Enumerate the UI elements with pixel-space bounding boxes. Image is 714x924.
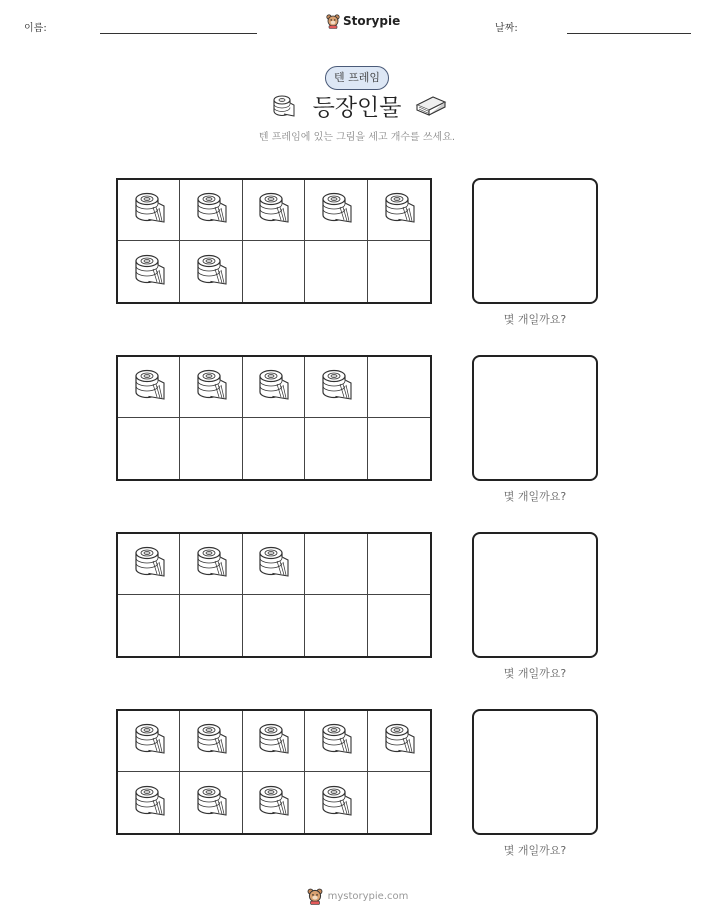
toilet-paper-roll-icon: [131, 191, 167, 229]
toilet-paper-roll-icon: [255, 545, 291, 583]
ten-frame-cell: [305, 418, 367, 479]
date-label: 날짜:: [495, 23, 518, 34]
toilet-paper-roll-icon: [131, 722, 167, 760]
toilet-paper-roll-icon: [318, 191, 354, 229]
name-line[interactable]: [100, 33, 257, 34]
ten-frame-cell: [180, 534, 242, 595]
answer-box-2[interactable]: [472, 355, 598, 481]
ten-frame-cell: [243, 534, 305, 595]
toilet-paper-roll-icon: [193, 368, 229, 406]
ten-frame-4: [116, 709, 432, 835]
toilet-paper-roll-icon: [255, 191, 291, 229]
answer-box-1[interactable]: [472, 178, 598, 304]
question-3: 몇 개일까요?: [503, 667, 567, 680]
ten-frame-cell: [368, 711, 430, 772]
toilet-paper-roll-icon: [381, 191, 417, 229]
toilet-paper-roll-icon: [193, 722, 229, 760]
ten-frame-cell: [243, 595, 305, 656]
ten-frame-cell: [243, 772, 305, 833]
ten-frame-cell: [305, 772, 367, 833]
ten-frame-cell: [368, 180, 430, 241]
ten-frame-cell: [305, 241, 367, 302]
ten-frame-cell: [118, 772, 180, 833]
ten-frame-cell: [118, 534, 180, 595]
toilet-paper-roll-icon: [318, 784, 354, 822]
answer-box-4[interactable]: [472, 709, 598, 835]
toilet-paper-roll-icon: [193, 253, 229, 291]
ten-frame-cell: [243, 711, 305, 772]
ten-frame-cell: [118, 711, 180, 772]
instruction-text: 텐 프레임에 있는 그림을 세고 개수를 쓰세요.: [258, 132, 456, 143]
toilet-paper-roll-icon: [255, 368, 291, 406]
ten-frame-cell: [243, 180, 305, 241]
ten-frame-1: [116, 178, 432, 304]
toilet-paper-roll-icon: [193, 545, 229, 583]
toilet-paper-roll-icon: [255, 722, 291, 760]
toilet-paper-roll-icon: [131, 784, 167, 822]
ten-frame-cell: [305, 357, 367, 418]
toilet-paper-roll-icon: [131, 545, 167, 583]
ten-frame-cell: [180, 418, 242, 479]
page-title: 등장인물: [312, 95, 402, 121]
ten-frame-cell: [243, 241, 305, 302]
ten-frame-cell: [180, 357, 242, 418]
ten-frame-cell: [305, 595, 367, 656]
toilet-paper-roll-icon: [255, 784, 291, 822]
footer: [0, 887, 714, 905]
toilet-paper-roll-icon: [131, 253, 167, 291]
ten-frame-cell: [305, 711, 367, 772]
ten-frame-cell: [243, 418, 305, 479]
ten-frame-cell: [368, 418, 430, 479]
ten-frame-cell: [118, 241, 180, 302]
toilet-paper-roll-icon: [193, 784, 229, 822]
footer-site[interactable]: mystorypie.com: [327, 890, 409, 902]
ten-frame-cell: [368, 772, 430, 833]
ten-frame-cell: [305, 534, 367, 595]
ten-frame-cell: [305, 180, 367, 241]
question-2: 몇 개일까요?: [503, 490, 567, 503]
ten-frame-3: [116, 532, 432, 658]
ten-frame-cell: [118, 180, 180, 241]
worksheet-tag: 텐 프레임: [325, 66, 389, 90]
ten-frame-cell: [180, 241, 242, 302]
ten-frame-cell: [368, 595, 430, 656]
ten-frame-cell: [118, 418, 180, 479]
bear-mascot-icon: [326, 13, 340, 29]
question-1: 몇 개일까요?: [503, 313, 567, 326]
ten-frame-cell: [368, 357, 430, 418]
brand-name: Storypie: [343, 14, 401, 28]
name-label: 이름:: [24, 23, 47, 34]
ten-frame-2: [116, 355, 432, 481]
toilet-paper-roll-icon: [381, 722, 417, 760]
toilet-paper-roll-icon: [318, 722, 354, 760]
ten-frame-cell: [368, 534, 430, 595]
ten-frame-cell: [180, 772, 242, 833]
ten-frame-cell: [368, 241, 430, 302]
date-line[interactable]: [567, 33, 691, 34]
toilet-paper-roll-icon: [318, 368, 354, 406]
ten-frame-cell: [118, 595, 180, 656]
book-icon: [414, 94, 448, 118]
ten-frame-cell: [180, 711, 242, 772]
answer-box-3[interactable]: [472, 532, 598, 658]
toilet-paper-roll-icon: [131, 368, 167, 406]
ten-frame-cell: [118, 357, 180, 418]
question-4: 몇 개일까요?: [503, 844, 567, 857]
ten-frame-cell: [243, 357, 305, 418]
toilet-paper-roll-icon: [193, 191, 229, 229]
bear-mascot-icon: [306, 887, 324, 905]
ten-frame-cell: [180, 180, 242, 241]
ten-frame-cell: [180, 595, 242, 656]
storypie-logo: [326, 13, 400, 29]
